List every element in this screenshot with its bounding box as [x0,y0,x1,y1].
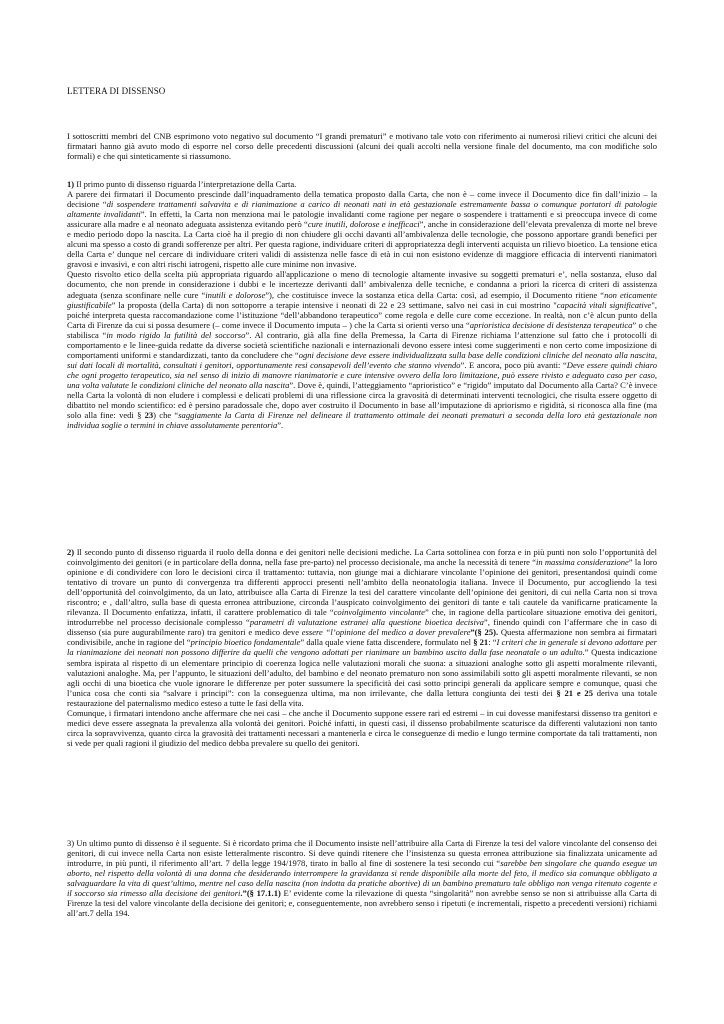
section-3-paragraph-1 [67,838,657,918]
text-run: ” o che stabilisca “ [67,319,657,340]
text-run: ", poiché interpreta questa raccomandazione come l’istituzione “dell’abbandono terapeutico” come regola e delle cure come eccezione. In realtà, non c’è alcun punto della Carta di Firenze da cui si possa desumere (– come invece il Documento imputa – ) che la Carta si orienti verso una “ [67,299,657,330]
italic-quote: in massima considerazione [536,557,629,568]
text-run: ”. E ancora, poco più avanti: “ [460,359,567,370]
intro-text: I sottoscritti membri del CNB esprimono voto negativo sul documento “I grandi prematuri” e motivano tale voto con riferimento ai numerosi rilievi critici che alcuni dei firmatari hanno già avuto modo di esporre nel corso delle precedenti discussioni (alcuni dei quali accolti nella versione finale del documento, ma con modifiche solo formali) e che qui sinteticamente si riassumono. [67,131,657,162]
italic-quote: sarebbe ben singolare che quando esegue un aborto, nel rispetto della volontà di una donna che desiderando interrompere la gravidanza si rende disponibile alla morte del feto, il medico sia comunque obbligato a salvaguardare la vita di quest’ultimo, mentre nel caso della nascita (non indotta da pratiche abortive) di un bambino prematuro tale obbligo non venga ritenuto cogente e il soccorso sia rimesso alla decisione dei genitori [67,858,657,899]
section-2-runs [67,547,657,708]
text-run: ”. In effetti, la Carta non menziona mai le patologie invalidanti come ragione per negare o sospendere i trattamenti e si preoccupa invece di come assicurare alla madre e al neonato adeguata assistenza evitando però “ [67,209,658,230]
text-run: Questa affermazione non sembra ai firmatari condivisibile, anche in ragione del “ [67,627,658,648]
section-2-number: 2) [67,547,75,557]
text-run: : “ [488,637,497,648]
bold-reference: 23 [144,410,154,421]
text-run: 3) Un ultimo punto di dissenso è il seguente. Si è ricordato prima che il Documento insiste nell’attribuire alla Carta di Firenze la tesi del valore vincolante del consenso dei genitori, di cui invece nella Carta non esiste letteralmente riscontro. Si deve quindi ritenere che l’insistenza su questa erronea attribuzione sia finalizzata unicamente ad introdurre, in più punti, il riferimento all’art. 7 della legge 194/1978, tirato in ballo al fine di sostenere la tesi secondo cui “ [67,838,657,869]
text-run: ” dalla quale viene fatta discendere, formulato nel [300,637,474,648]
italic-quote: non eticamente giustificabile [67,289,657,310]
text-run: ”, finendo quindi con l’affermare che in caso di dissenso (sia pure augurabilmente raro) tra genitori e medico deve [67,617,657,638]
section-1 [67,179,657,430]
section-1-paragraph-1 [67,189,657,269]
bold-reference: ”(§ 25). [470,627,499,638]
italic-quote: capacità vitali significative [556,299,652,310]
section-2-paragraph-1 [67,547,657,708]
italic-quote: essere “l’opinione del medico a dover prevalere [301,627,471,638]
italic-quote: coinvolgimento vincolante [333,607,425,618]
text-run: ) che “ [153,410,179,421]
section-3 [67,838,657,918]
italic-quote: principio bioetico fondamentale [190,637,301,648]
text-run: ” che, in ragione della particolare situazione emotiva dei genitori, introdurrebbe nel processo decisionale complesso “ [67,607,657,628]
italic-quote: inutili e dolorose [205,289,266,300]
italic-quote: aprioristica decisione di desistenza terapeutica [469,319,633,330]
section-1-number: 1) [67,179,75,189]
bold-reference: § 21 [473,637,489,648]
intro-paragraph [67,131,657,161]
italic-quote: in modo rigido la futilità del soccorso [106,329,246,340]
section-1-paragraph-2 [67,269,657,430]
italic-quote: di sospendere trattamenti salvavita e di rianimazione a carico di neonati nati in età gestazionale estremamente bassa o comunque portatori di patologie altamente invalidanti [67,199,657,220]
text-run: Questo risvolto etico della scelta più appropriata riguardo all'applicazione o meno di tecnologie altamente invasive su soggetti prematuri e’, nella sostanza, eluso dal documento, che non prende in considerazione i dubbi e le incertezze derivanti dall’ ambivalenza delle tecniche, e condanna a priori la ricerca di criteri di assistenza adeguata (senza sconfinare nelle cure “ [67,269,657,300]
text-run: ”. Al contrario, già alla fine della Premessa, la Carta di Firenze richiama l’attenzione sul fatto che i protocolli di comportamento e le linee-guida redatte da diverse società scientifiche nazionali e internazionali devono essere intesi come suggerimenti e non certo come imposizione di comportamenti uniformi e standardizzati, tanto da concludere che “ [67,329,657,360]
text-run: ”. Dove è, quindi, l’atteggiamento “aprioristico” e “rigido” imputato dal Documento alla Carta? C’è invece nella Carta la volontà di non eludere i complessi e delicati problemi di una riflessione circa la gravosità di determinati interventi tecnologici, che risulta essere oggetto di dibattito nel mondo scientifico: ed è persino paradossale che, dopo aver costruito il Documento in base all’imputazione di apriorismo e rigidità, si riconosca alla fine (ma solo alla fine: vedi § [67,379,657,421]
section-1-heading [67,179,657,189]
italic-quote: I criteri che in generale si devono adottare per la rianimazione dei neonati non possono differire da quelli che vengono adottati per rianimare un bambino uscito dalla fase neonatale o un adulto [67,637,657,658]
section-2-paragraph-2: Comunque, i firmatari intendono anche affermare che nei casi – che anche il Documento suppone essere rari ed estremi – in cui dovesse manifestarsi dissenso tra genitori e medici deve essere assegnata la prevalenza alla volontà dei genitori. Poiché infatti, in questi casi, il dissenso probabilmente scaturisce da differenti valutazioni non tanto circa la sopravvivenza, quanto circa la gravosità dei trattamenti necessari a mantenerla e circa le conseguenze di medio e lungo termine comportate da tali trattamenti, non si vede per quali ragioni il giudizio del medico debba prevalere su quello dei genitori. [67,707,657,748]
bold-reference: .”(§ 17.1.1) [240,888,281,899]
bold-reference: § 21 e 25 [556,687,593,698]
italic-quote: saggiamente la Carta di Firenze nel delineare il trattamento ottimale dei neonati prematuri a seconda della loro età gestazionale non individua soglie o termini in chiave assolutamente perentoria [67,410,658,431]
document-title: LETTERA DI DISSENSO [67,86,166,96]
text-run: ”. [277,420,284,431]
italic-quote: parametri di valutazione estranei alla questione bioetica decisiva [249,617,484,628]
text-run: ” la proposta (della Carta) di non sottoporre a terapie intensive i neonati di 22 e 23 settimane, salvo nei casi in cui mostrino " [111,299,557,310]
italic-quote: cure inutili, dolorose e inefficaci [307,219,420,230]
text-run: ”), che costituisce invece la sostanza etica della Carta: così, ad esempio, il Documento ritiene “ [265,289,605,300]
text-run: E’ evidente come la rilevazione di questa “singolarità” non avrebbe senso se non si attribuisse alla Carta di Firenze la tesi del valore vincolante della decisione dei genitori; e, conseguentemente, non avrebbero senso i ripetuti (e incrementali, rispetto a precedenti versioni) richiami all’art.7 della 194. [67,888,657,919]
text-run: ”, anche in considerazione dell’elevata prevalenza di morte nel breve e medio periodo dopo la nascita. La Carta cioè ha il pregio di non chiudere gli occhi davanti all’ambivalenza delle tecnologie, che possono apportare grandi benefici per alcuni ma spesso a costo di grandi sofferenze per altri. Per questa ragione, individuare criteri di appropriatezza degli interventi acquista un rilievo bioetico. La tensione etica della Carta e’ dunque nel cercare di individuare criteri validi di assistenza nelle fasce di età in cui non esistono evidenze di maggiore efficacia di interventi rianimatori gravosi e invasivi, e con altri rischi iatrogeni, rispetto alle cure minime non invasive. [67,219,657,270]
text-run: Il secondo punto di dissenso riguarda il ruolo della donna e dei genitori nelle decisioni mediche. La Carta sottolinea con forza e in più punti non solo l’opportunità del coinvolgimento dei genitori (e in particolare della donna, nella fase pre-parto) nel processo decisionale, ma anche la necessità di tenere “ [67,547,657,568]
text-run: ” la loro opinione e di condividere con loro le decisioni circa il trattamento: tuttavia, non giunge mai a dichiarare vincolante l’opinione dei genitori, presentandosi quindi come tentativo di trovare un punto di convergenza tra differenti approcci presenti nell’ambito della neonatologia italiana. Invece il Documento, pur accogliendo la tesi dell’opportunità del coinvolgimento, da un lato, attribuisce alla Carta di Firenze la tesi del carattere vincolante dell’opinione dei genitori, di cui nella Carta non si trova riscontro; e , dall’altro, sulla base di questa erronea attribuzione, circonda l’auspicato coinvolgimento dei genitori di tante e tali cautele da vanificarne praticamente la rilevanza. Il Documento enfatizza, infatti, il carattere problematico di tale “ [67,557,657,618]
section-1-heading-text: Il primo punto di dissenso riguarda l’interpretazione della Carta. [74,179,297,189]
text-run: deriva una totale restaurazione del paternalismo medico esteso a tutte le fasi della vita. [67,687,658,708]
text-run: A parere dei firmatari il Documento prescinde dall’inquadramento della tematica proposto dalla Carta, che non è – come invece il Documento dice fin dall’inizio – la decisione “ [67,189,657,210]
italic-quote: ogni decisione deve essere individualizzata sulla base delle condizioni cliniche del neonato alla nascita, sui dati locali di mortalità, consultati i genitori, opportunamente resi consapevoli dell’evento che stanno vivendo [67,349,657,370]
italic-quote: Deve essere quindi chiaro che ogni progetto terapeutico, sia nel senso di inizio di manovre rianimatorie e cure intensive ovvero della loro limitazione, può essere rivisto e adeguato caso per caso, una volta valutate le condizioni cliniche del neonato alla nascita [67,359,657,390]
text-run: .” Questa indicazione sembra ispirata al rispetto di un elementare principio di coerenza logica nelle valutazioni morali che suona: a situazioni analoghe sotto gli aspetti moralmente rilevanti, valutazioni analoghe. Ma, per l’appunto, le situazioni dell’adulto, del bambino e del neonato prematuro non sono assimilabili sotto gli aspetti moralmente rilevanti, se non agli occhi di una bioetica che vuole ignorare le differenze per poter sussumere la specificità dei casi sotto principi generali da applicare sempre e comunque, quasi che l’unica cosa che conti sia “salvare i principi”: con la conseguenza ultima, ma non irrilevante, che dalla lettura congiunta dei testi dei [67,647,657,698]
section-2 [67,547,657,748]
